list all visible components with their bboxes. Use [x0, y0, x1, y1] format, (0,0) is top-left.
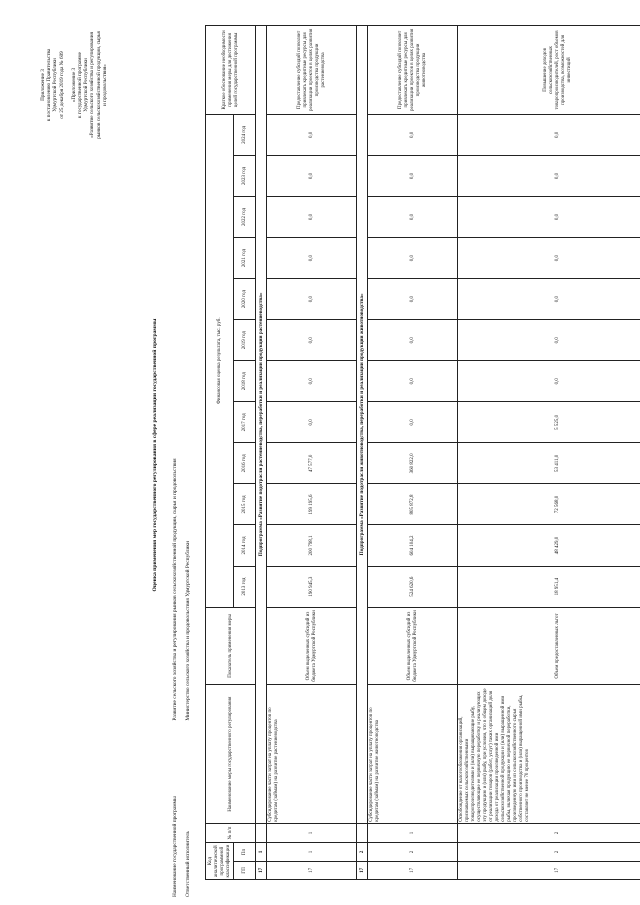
rationale-header: Краткое обоснование необходимости применения меры для достижения целей государственной программы	[206, 26, 256, 115]
annex-line: Удмуртской Республики	[52, 58, 59, 112]
code-header: Код аналитической программной классификации	[206, 843, 234, 880]
annex-line: рынков сельскохозяйственной продукции, сырья	[95, 31, 102, 139]
value-cell: 0,0	[267, 279, 357, 320]
value-cell: 0,0	[267, 402, 357, 443]
table-row	[368, 26, 458, 880]
value-cell: 199 195,6	[267, 484, 357, 525]
value-cell: 47 577,0	[267, 443, 357, 484]
document-title: Оценка применения мер государственного регулирования в сфере реализации государственной программы	[152, 318, 158, 592]
value-cell: 0,0	[458, 238, 640, 279]
pp-cell: 2	[458, 843, 640, 861]
value-cell: 0,0	[267, 114, 357, 155]
gp-cell: 17	[368, 861, 458, 879]
year-header: 2017 год	[234, 402, 256, 443]
measure-header: Наименование меры государственного регулирования	[206, 685, 256, 823]
subprogram-row	[357, 26, 368, 880]
value-cell: 72 568,0	[458, 484, 640, 525]
value-cell: 0,0	[368, 114, 458, 155]
value-cell: 805 872,8	[368, 484, 458, 525]
value-cell: 524 620,6	[368, 566, 458, 607]
year-header: 2014 год	[234, 525, 256, 566]
measure-cell: Субсидирование части затрат на уплату процентов по кредитам (займам) на развитие растениеводства	[267, 685, 357, 823]
pp-header: Пп	[234, 843, 256, 861]
indicator-cell: Объем выделенных субсидий из бюджета Удмуртской Республики	[267, 607, 357, 685]
pp-cell: 2	[368, 843, 458, 861]
value-cell: 0,0	[368, 402, 458, 443]
value-cell: 0,0	[267, 361, 357, 402]
value-cell: 53 411,0	[458, 443, 640, 484]
value-cell: 604 104,2	[368, 525, 458, 566]
value-cell: 200 798,1	[267, 525, 357, 566]
value-cell: 0,0	[267, 320, 357, 361]
gp-cell: 17	[256, 861, 267, 879]
executor-value: Министерство сельского хозяйства и продовольствия Удмуртской Республики	[185, 541, 191, 721]
value-cell: 0,0	[368, 238, 458, 279]
value-cell: 0,0	[368, 320, 458, 361]
executor-row	[185, 541, 191, 897]
year-header: 2016 год	[234, 443, 256, 484]
annex-line: «Развитие сельского хозяйства и регулирования	[89, 32, 96, 138]
program-value: Развитие сельского хозяйства и регулирования рынков сельскохозяйственной продукции, сырья и продовольствия	[172, 458, 178, 721]
gp-cell: 17	[357, 861, 368, 879]
indicator-cell: Объем предоставленных льгот	[458, 607, 640, 685]
subprogram-title: Подпрограмма «Развитие подотрасли растениеводства, переработки и реализации продукции растениеводства»	[256, 26, 267, 824]
year-header: 2018 год	[234, 361, 256, 402]
rationale-cell: Предоставление субсидий позволяет привлекать кредитные ресурсы для реализации проектов в целях развития производства продукции животноводства	[368, 26, 458, 115]
num-cell	[256, 823, 267, 842]
pp-cell: 1	[256, 843, 267, 861]
num-header: № п/п	[206, 823, 256, 842]
gp-header: ГП	[234, 861, 256, 879]
measure-cell: Освобождение от налогообложения организаций, признаваемых сельскохозяйственными товаропроизводителями и (или) выращивающие рыбу, осуществляющие ее первичную переработку и реализующих эту продукцию и (или) рыбу, при условии, что в общем доходе от реализации товаров (работ, услуг) таких организаций доля дохода от реализации произведенной ими сельскохозяйственной продукции и (или) выращенной ими рыбы, включая продукцию ее первичной переработки, произведенную ими из сельскохозяйственного сырья собственного производства и (или) выращенной ими рыбы, составляет не менее 70 процентов	[458, 685, 640, 823]
value-cell: 0,0	[267, 196, 357, 237]
value-cell: 190 945,3	[267, 566, 357, 607]
indicator-header: Показатель применения меры	[206, 607, 256, 685]
gp-cell: 17	[267, 861, 357, 879]
annex-line: от 25 декабря 2019 года № 609	[58, 51, 65, 119]
value-cell: 0,0	[458, 155, 640, 196]
table-row	[267, 26, 357, 880]
program-row	[172, 458, 178, 897]
finance-header: Финансовая оценка результата, тыс. руб.	[206, 114, 234, 607]
value-cell: 360 822,0	[368, 443, 458, 484]
value-cell: 18 951,4	[458, 566, 640, 607]
measures-table	[205, 25, 640, 880]
table-row	[458, 26, 640, 880]
value-cell: 0,0	[368, 155, 458, 196]
annex-line: и продовольствия»	[101, 64, 108, 106]
value-cell: 0,0	[458, 361, 640, 402]
value-cell: 5 525,0	[458, 402, 640, 443]
rationale-cell: Предоставление субсидий позволяет привлекать кредитные ресурсы для реализации проектов в целях развития производства продукции растениеводства	[267, 26, 357, 115]
value-cell: 0,0	[267, 238, 357, 279]
pp-cell: 2	[357, 843, 368, 861]
value-cell: 0,0	[368, 279, 458, 320]
year-header: 2021 год	[234, 238, 256, 279]
year-header: 2022 год	[234, 196, 256, 237]
value-cell: 0,0	[368, 196, 458, 237]
value-cell: 0,0	[458, 320, 640, 361]
num-cell	[357, 823, 368, 842]
annex-line: Приложение 3	[40, 69, 46, 101]
rationale-cell: Повышение доходов сельскохозяйственных товаропроизводителей, рост объемов производства, возможностей для инвестиций	[458, 26, 640, 115]
gp-cell: 17	[458, 861, 640, 879]
value-cell: 0,0	[267, 155, 357, 196]
num-cell: 1	[267, 823, 357, 842]
value-cell: 0,0	[368, 361, 458, 402]
year-header: 2013 год	[234, 566, 256, 607]
year-header: 2015 год	[234, 484, 256, 525]
value-cell: 48 429,0	[458, 525, 640, 566]
annex-line: «Приложение 3	[70, 67, 77, 103]
annex-block	[40, 25, 108, 145]
program-label: Наименование государственной программы	[172, 796, 178, 897]
value-cell: 0,0	[458, 196, 640, 237]
value-cell: 0,0	[458, 279, 640, 320]
annex-line: к постановлению Правительства	[46, 48, 53, 122]
subprogram-row	[256, 26, 267, 880]
executor-label: Ответственный исполнитель	[185, 831, 191, 897]
annex-line: к государственной программе	[77, 52, 84, 118]
pp-cell: 1	[267, 843, 357, 861]
num-cell: 1	[368, 823, 458, 842]
annex-line: Удмуртской Республики	[83, 58, 90, 112]
year-header: 2024 год	[234, 114, 256, 155]
measure-cell: Субсидирование части затрат на уплату процентов по кредитам (займам) на развитие животноводства	[368, 685, 458, 823]
year-header: 2023 год	[234, 155, 256, 196]
num-cell: 2	[458, 823, 640, 842]
subprogram-title: Подпрограмма «Развитие подотрасли животноводства, переработки и реализации продукции животноводства»	[357, 26, 368, 824]
year-header: 2019 год	[234, 320, 256, 361]
year-header: 2020 год	[234, 279, 256, 320]
value-cell: 0,0	[458, 114, 640, 155]
indicator-cell: Объем выделенных субсидий из бюджета Удмуртской Республики	[368, 607, 458, 685]
